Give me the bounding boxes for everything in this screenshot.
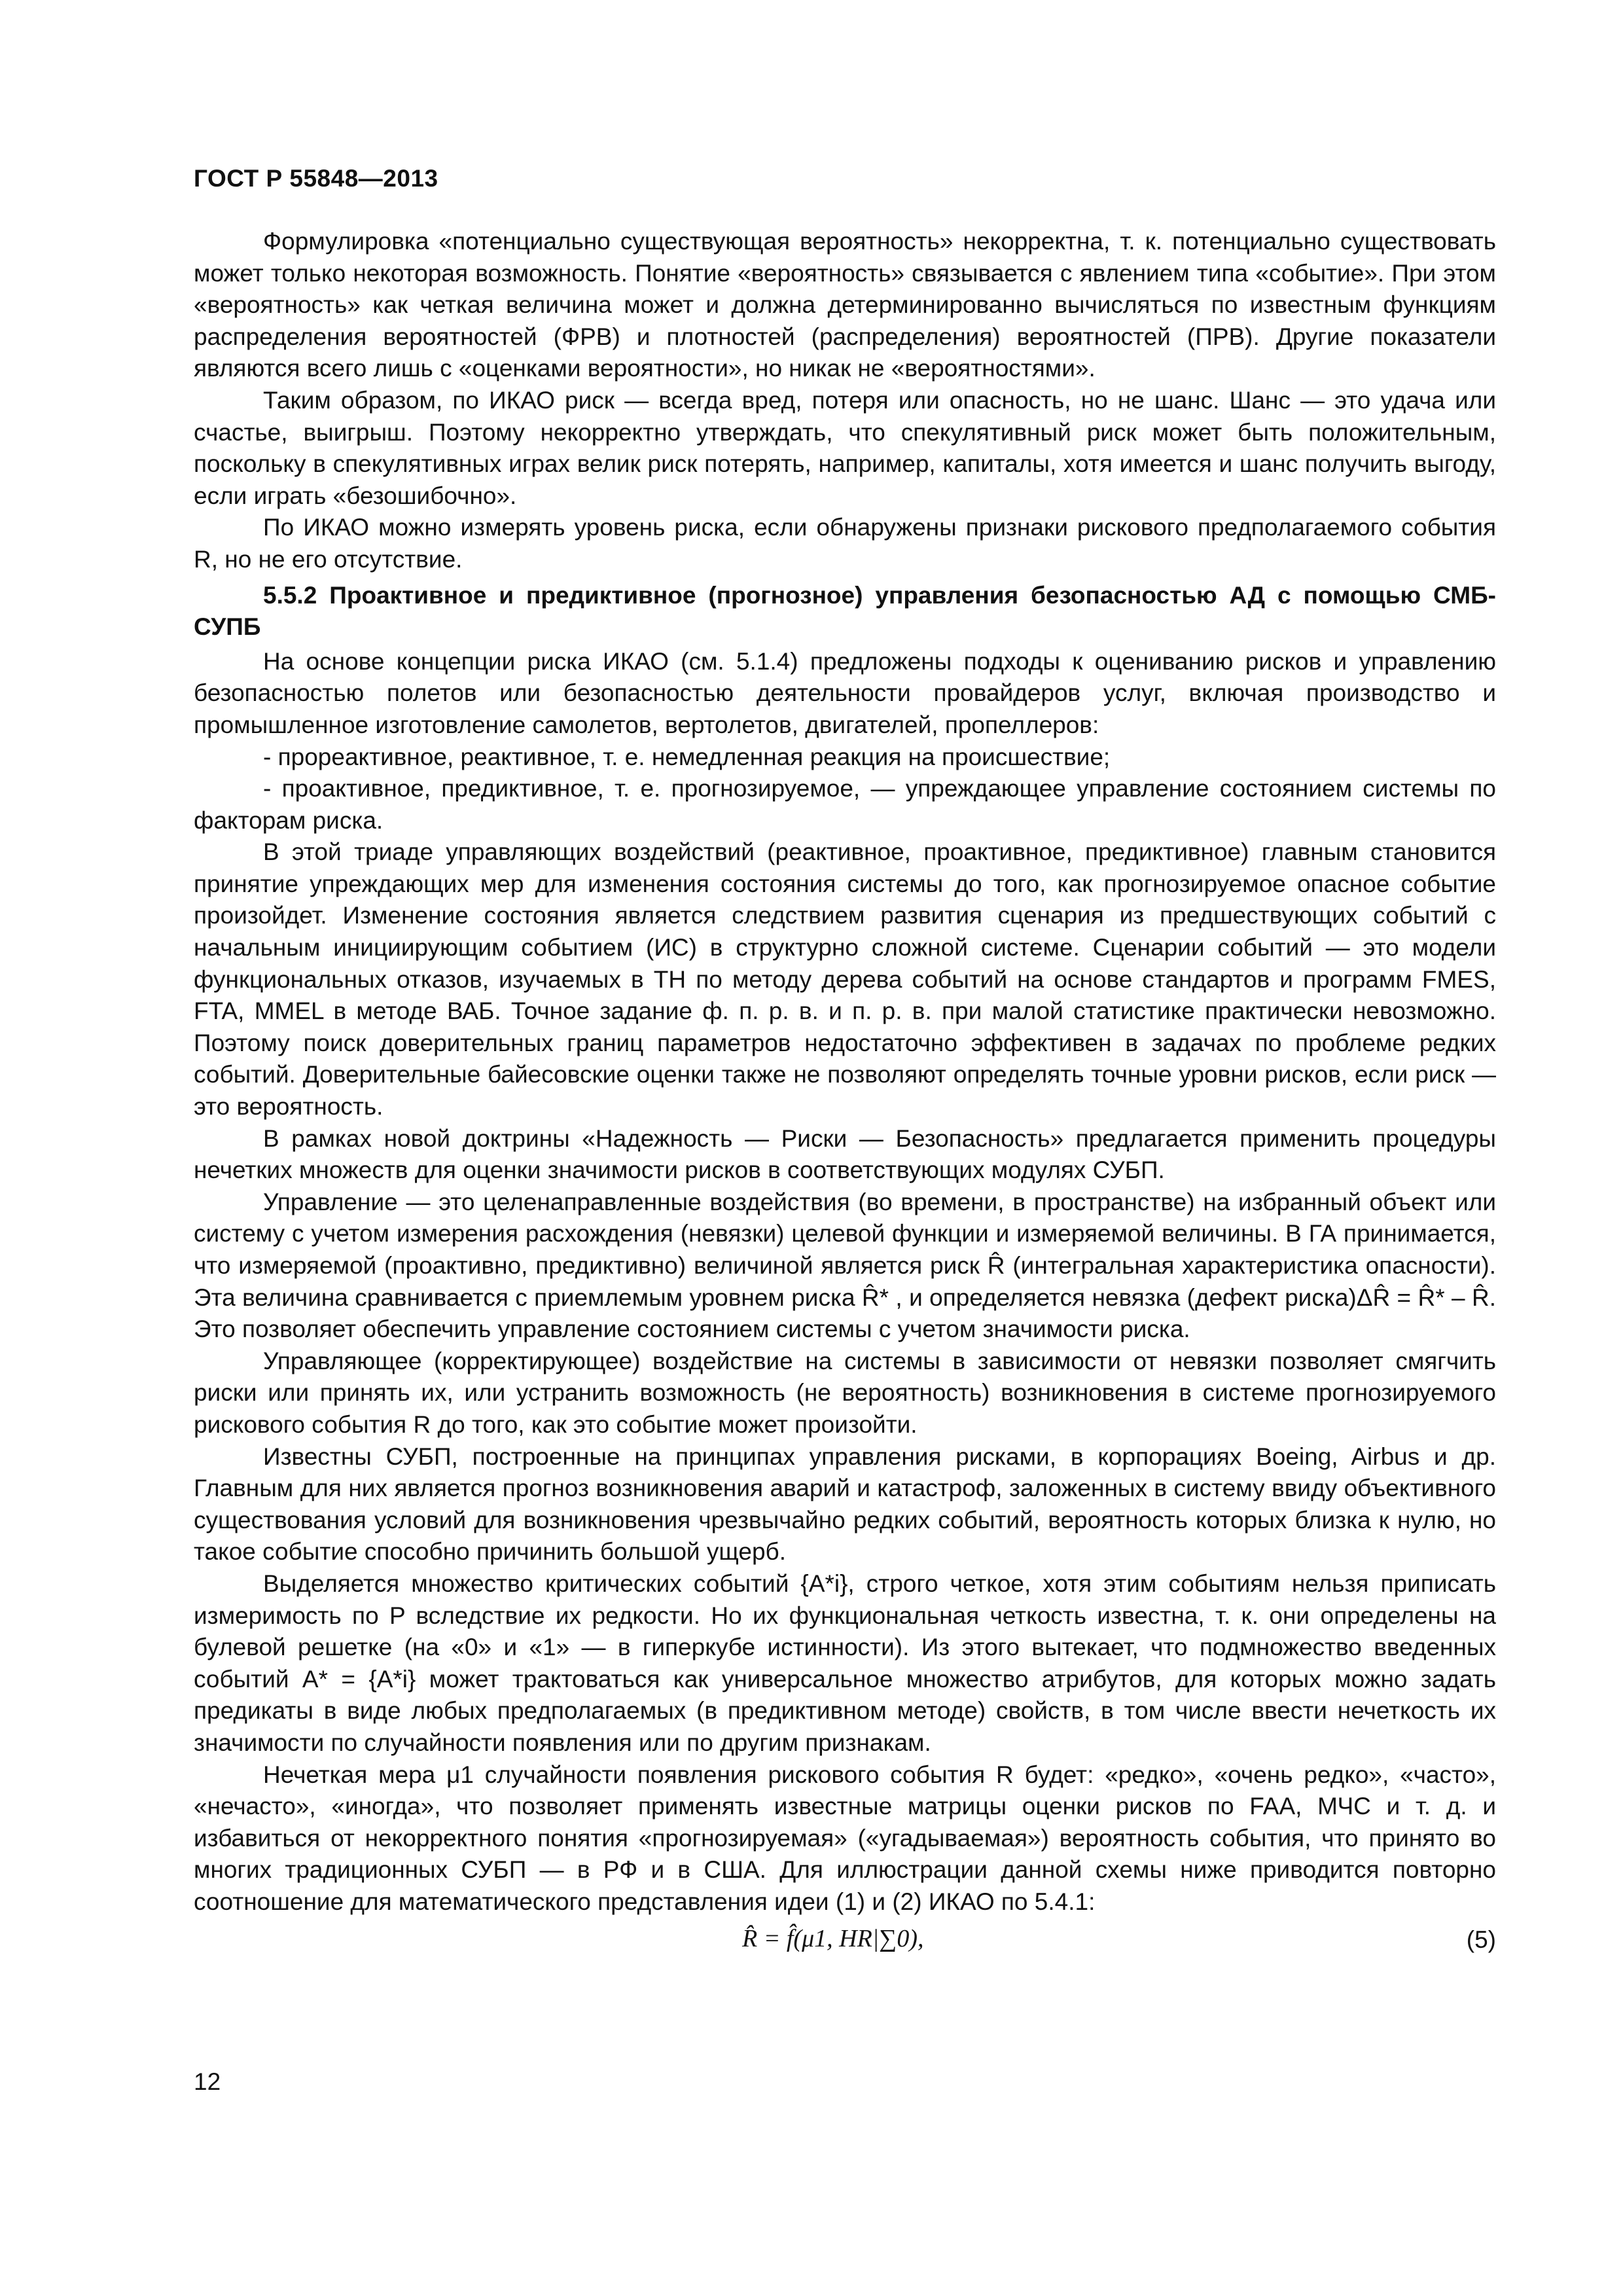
equation-number: (5) (1466, 1926, 1496, 1954)
paragraph: В этой триаде управляющих воздействий (реактивное, проактивное, предиктивное) главным становится принятие упреждающих мер для изменения состояния системы до того, как прогнозируемое опасное событие произойдет. Изменение состояния является следствием развития сценария из предшествующих событий с начальным инициирующим событием (ИС) в структурно сложной системе. Сценарии событий — это модели функциональных отказов, изучаемых в ТН по методу дерева событий на основе стандартов и программ FMES, FTA, MMEL в методе ВАБ. Точное задание ф. п. р. в. и п. р. в. при малой статистике практически невозможно. Поэтому поиск доверительных границ параметров недостаточно эффективен в задачах по проблеме редких событий. Доверительные байесовские оценки также не позволяют определять точные уровни рисков, если риск — это вероятность. (194, 838, 1496, 1121)
equation-formula: R̂ = f̂(μ1, HR|∑0), (742, 1925, 924, 1953)
paragraph: В рамках новой доктрины «Надежность — Риски — Безопасность» предлагается применить процедуры нечетких множеств для оценки значимости рисков в соответствующих модулях СУБП. (194, 1124, 1496, 1184)
paragraph: Управляющее (корректирующее) воздействие на системы в зависимости от невязки позволяет смягчить риски или принять их, или устранить возможность (не вероятность) возникновения в системе прогнозируемого рискового события R до того, как это событие может произойти. (194, 1347, 1496, 1438)
paragraph: Формулировка «потенциально существующая вероятность» некорректна, т. к. потенциально существовать может только некоторая возможность. Понятие «вероятность» связывается с явлением типа «событие». При этом «вероятность» как четкая величина может и должна детерминированно вычисляться по известным функциям распределения вероятностей (ФРВ) и плотностей (распределения) вероятностей (ПРВ). Другие показатели являются всего лишь с «оценками вероятности», но никак не «вероятностями». (194, 228, 1496, 382)
paragraph: Нечеткая мера μ1 случайности появления рискового события R будет: «редко», «очень редко», «часто», «нечасто», «иногда», что позволяет применять известные матрицы оценки рисков по FAA, МЧС и т. д. и избавиться от некорректного понятия «прогнозируемая» («угадываемая») вероятность события, что принято во многих традиционных СУБП — в РФ и в США. Для иллюстрации данной схемы ниже приводится повторно соотношение для математического представления идеи (1) и (2) ИКАО по 5.4.1: (194, 1761, 1496, 1915)
page-number: 12 (194, 2068, 221, 2095)
paragraph: На основе концепции риска ИКАО (см. 5.1.4) предложены подходы к оцениванию рисков и управлению безопасностью полетов или безопасностью деятельности провайдеров услуг, включая производство и промышленное изготовление самолетов, вертолетов, двигателей, пропеллеров: (194, 647, 1496, 738)
paragraph: Управление — это целенаправленные воздействия (во времени, в пространстве) на избранный объект или систему с учетом измерения расхождения (невязки) целевой функции и измеряемой величины. В ГА принимается, что измеряемой (проактивно, предиктивно) величиной является риск R̂ (интегральная характеристика опасности). Эта величина сравнивается с приемлемым уровнем риска R̂* , и определяется невязка (дефект риска)ΔR̂ = R̂* – R̂. Это позволяет обеспечить управление состоянием системы с учетом значимости риска. (194, 1188, 1496, 1343)
list-item: - проактивное, предиктивное, т. е. прогнозируемое, — упреждающее управление состоянием системы по факторам риска. (194, 775, 1496, 834)
equation-row (194, 1920, 1496, 1962)
section-heading: 5.5.2 Проактивное и предиктивное (прогнозное) управления безопасностью АД с помощью СМБ-СУПБ (194, 581, 1496, 641)
paragraph: Выделяется множество критических событий {A*i}, строго четкое, хотя этим событиям нельзя приписать измеримость по P вследствие их редкости. Но их функциональная четкость известна, т. к. они определены на булевой решетке (на «0» и «1» — в гиперкубе истинности). Из этого вытекает, что подмножество введенных событий A* = {A*i} может трактоваться как универсальное множество атрибутов, для которых можно задать предикаты в виде любых предполагаемых (в предиктивном методе) свойств, в том числе ввести нечеткость их значимости по случайности появления или по другим признакам. (194, 1570, 1496, 1756)
list-item: - прореактивное, реактивное, т. е. немедленная реакция на происшествие; (263, 743, 1111, 770)
body-text (194, 226, 1496, 1962)
standard-designation-header: ГОСТ Р 55848—2013 (194, 165, 438, 192)
paragraph: Таким образом, по ИКАО риск — всегда вред, потеря или опасность, но не шанс. Шанс — это удача или счастье, выигрыш. Поэтому некорректно утверждать, что спекулятивный риск может быть положительным, поскольку в спекулятивных играх велик риск потерять, например, капиталы, хотя имеется и шанс получить выгоду, если играть «безошибочно». (194, 386, 1496, 509)
paragraph: Известны СУБП, построенные на принципах управления рисками, в корпорациях Boeing, Airbus и др. Главным для них является прогноз возникновения аварий и катастроф, заложенных в систему ввиду объективного существования условий для возникновения чрезвычайно редких событий, вероятность которых близка к нулю, но такое событие способно причинить большой ущерб. (194, 1443, 1496, 1566)
paragraph: По ИКАО можно измерять уровень риска, если обнаружены признаки рискового предполагаемого события R, но не его отсутствие. (194, 514, 1496, 573)
